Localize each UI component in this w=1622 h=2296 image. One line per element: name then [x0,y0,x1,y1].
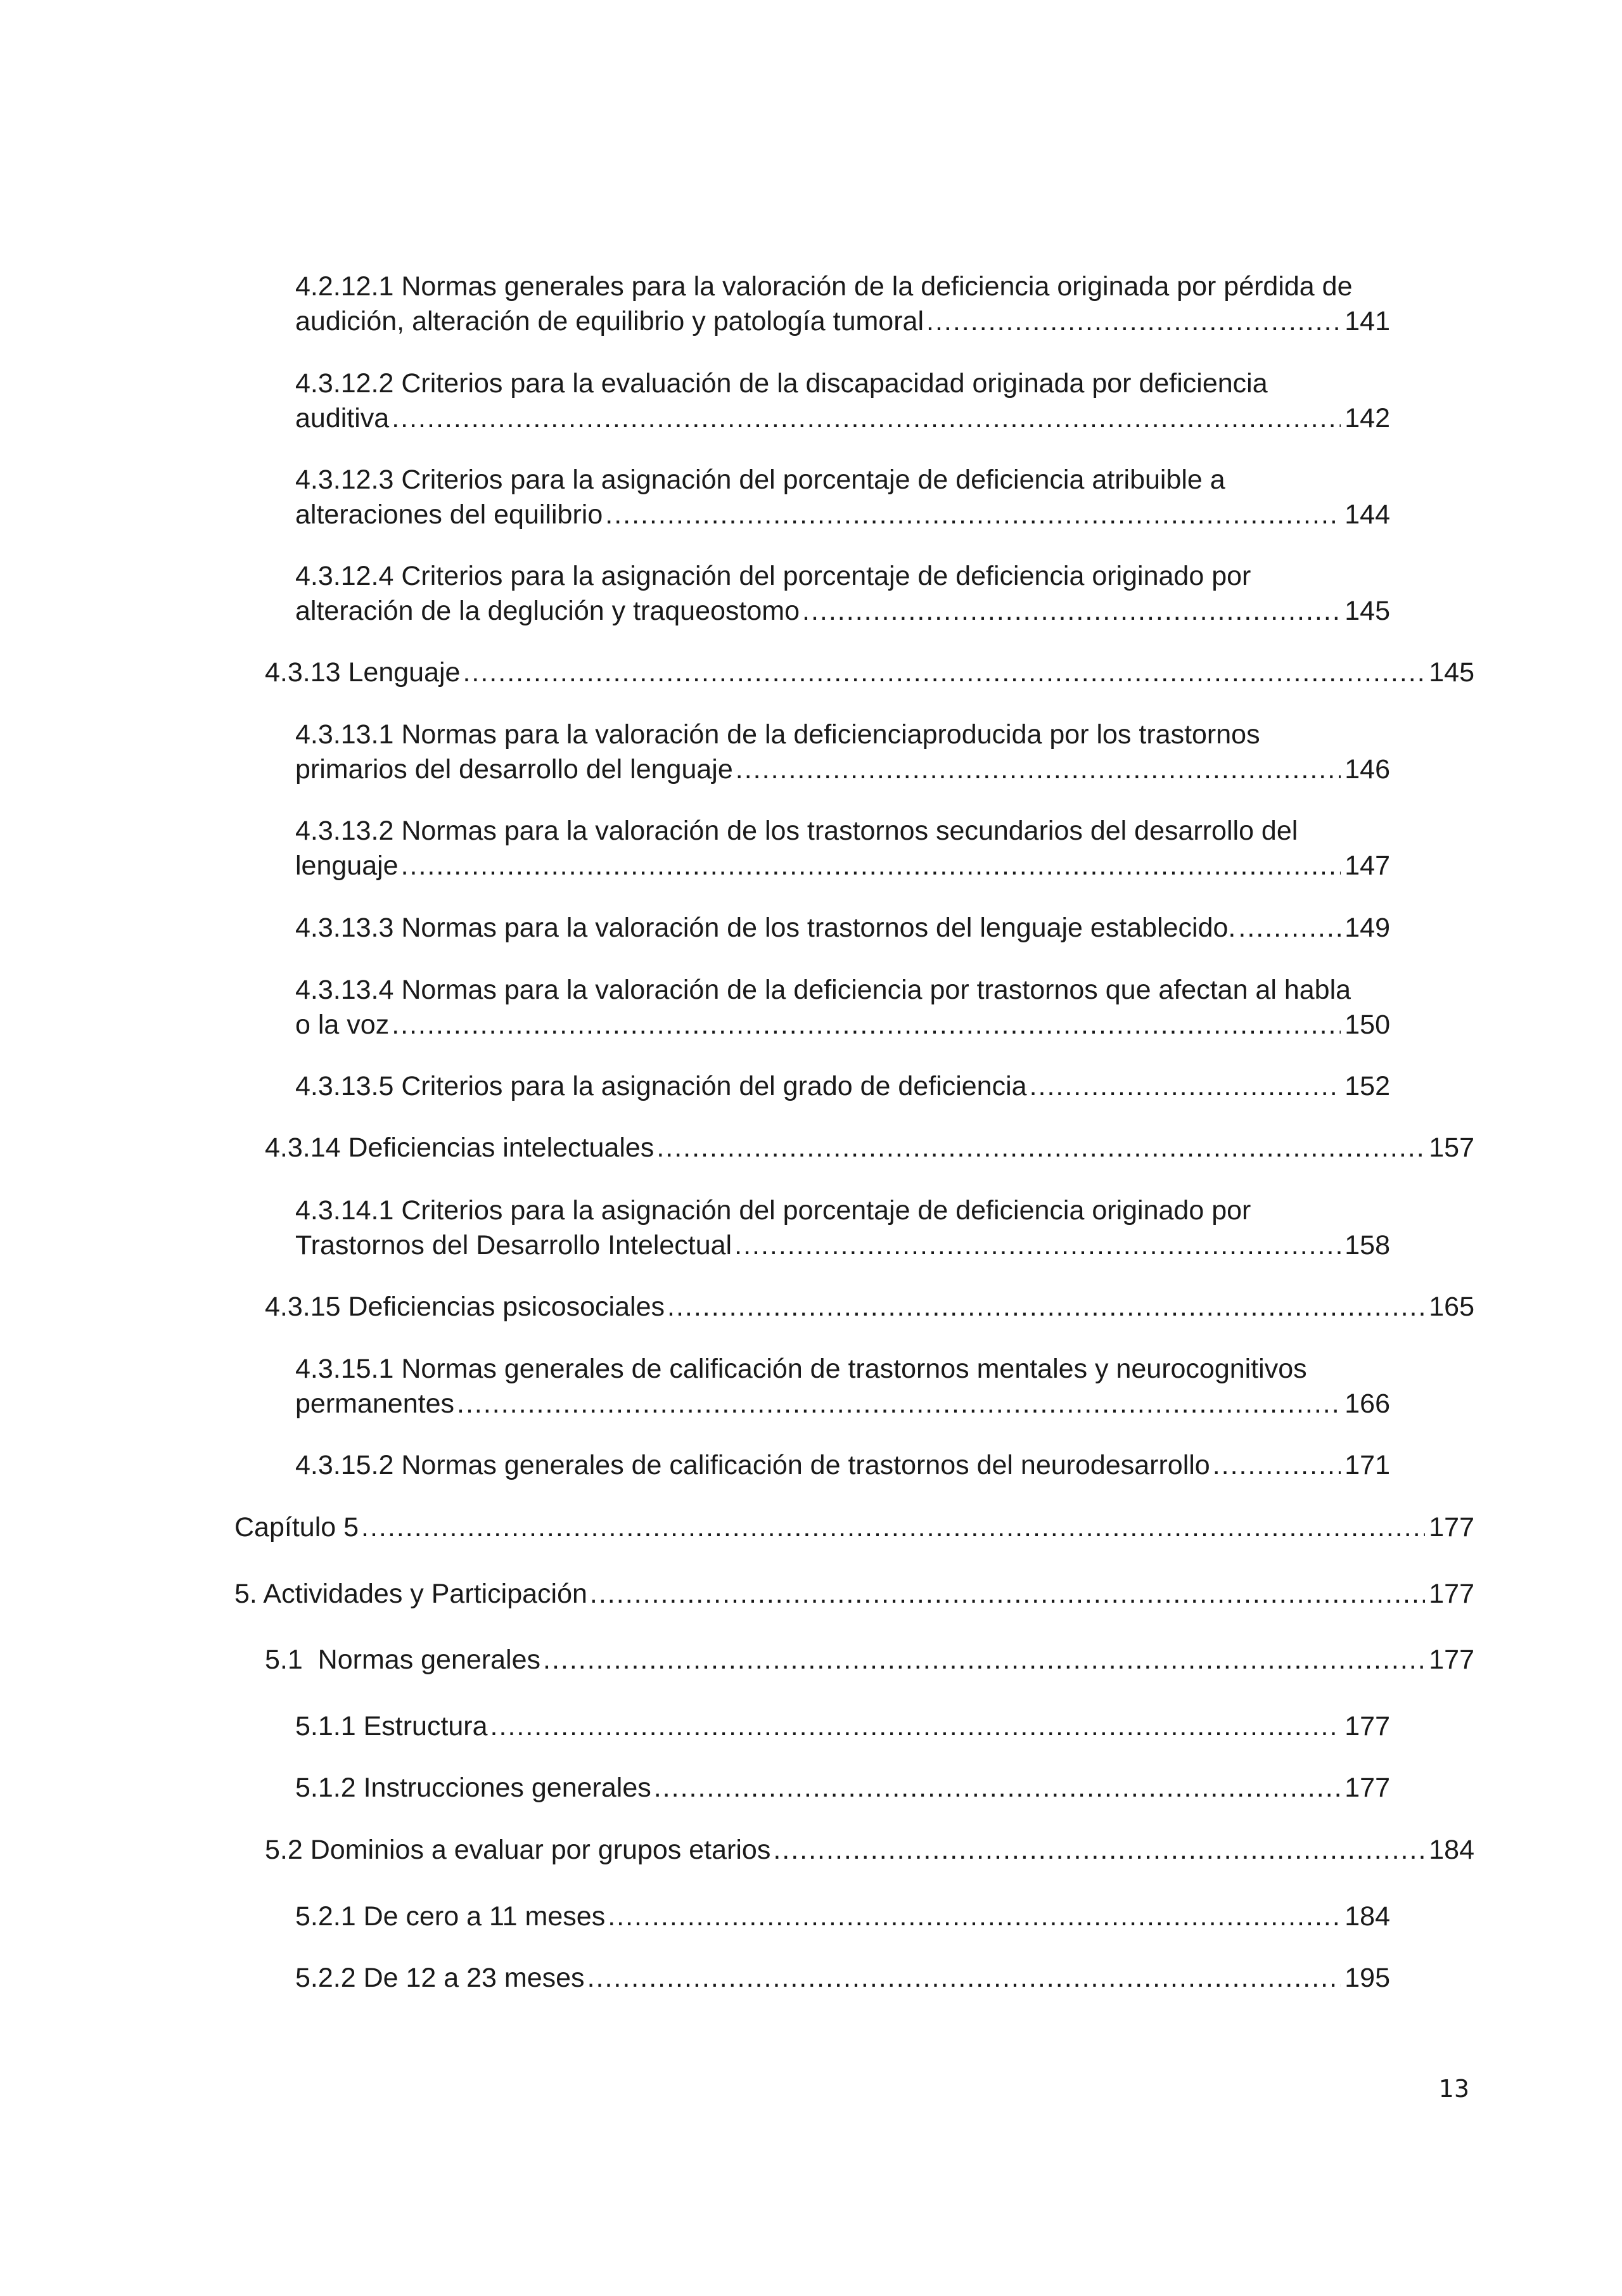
toc-entry[interactable] [295,1899,1390,1934]
toc-entry-title: 4.3.12.4 Criterios para la asignación del porcentaje de deficiencia originado por [295,561,1251,591]
dot-leader [457,1387,1341,1421]
dot-leader [802,594,1341,629]
toc-entry-title-cont: lenguaje [295,850,399,881]
dot-leader [361,1510,1425,1545]
toc-page-number: 149 [1344,913,1390,943]
toc-page-number: 142 [1344,403,1390,433]
toc-entry-title: 5.1 Normas generales [265,1645,540,1675]
toc-entry[interactable] [265,1833,1474,1868]
toc-page-number: 184 [1429,1835,1474,1865]
toc-entry[interactable] [234,1577,1474,1612]
toc-entry-title: 5.2 Dominios a evaluar por grupos etarios [265,1835,771,1865]
toc-entry-title-cont: auditiva [295,403,390,433]
toc-entry-title: 4.3.15.1 Normas generales de calificación de trastornos mentales y neurocognitivos [295,1354,1307,1384]
toc-page-number: 171 [1344,1450,1390,1480]
toc-page-number: 145 [1429,657,1474,688]
toc-page-number: 146 [1344,754,1390,785]
dot-leader [926,304,1341,339]
toc-entry-title: 5.1.2 Instrucciones generales [295,1773,651,1803]
toc-entry-title: 4.3.14 Deficiencias intelectuales [265,1132,655,1163]
dot-leader [656,1131,1425,1165]
toc-entry-title: 5.1.1 Estructura [295,1711,488,1741]
toc-entry-title: 4.3.13.5 Criterios para la asignación del grado de deficiencia [295,1071,1027,1101]
dot-leader [605,497,1341,532]
toc-entry-title: 4.3.12.3 Criterios para la asignación del porcentaje de deficiencia atribuible a [295,465,1225,495]
toc-entry[interactable] [295,1448,1390,1483]
dot-leader [490,1709,1341,1744]
dot-leader [1030,1069,1341,1104]
toc-entry-title: 4.3.13 Lenguaje [265,657,461,688]
toc-page-number: 177 [1429,1579,1474,1609]
toc-page-number: 150 [1344,1010,1390,1040]
toc-entry[interactable] [265,1643,1474,1677]
dot-leader [736,752,1341,787]
toc-page-number: 177 [1429,1645,1474,1675]
toc-entry[interactable] [295,1193,1390,1263]
dot-leader [590,1577,1425,1612]
toc-entry[interactable] [295,911,1390,946]
toc-entry-title-cont: alteración de la deglución y traqueostomo [295,596,800,626]
toc-page-number: 177 [1344,1711,1390,1741]
toc-entry[interactable] [295,1961,1390,1996]
toc-entry[interactable] [295,814,1390,883]
dot-leader [392,401,1341,436]
dot-leader [463,655,1425,690]
toc-entry[interactable] [234,1510,1474,1545]
toc-page-number: 141 [1344,306,1390,337]
toc-entry[interactable] [295,559,1390,629]
toc-entry-title: 4.3.15.2 Normas generales de calificación de trastornos del neurodesarrollo [295,1450,1210,1480]
toc-entry-title: 5. Actividades y Participación [234,1579,587,1609]
toc-page-number: 145 [1344,596,1390,626]
dot-leader [608,1899,1341,1934]
toc-entry[interactable] [265,1290,1474,1324]
toc-entry-title: 5.2.1 De cero a 11 meses [295,1901,606,1932]
toc-entry-title: 4.3.12.2 Criterios para la evaluación de la discapacidad originada por deficiencia [295,368,1268,399]
toc-entry-title: 4.2.12.1 Normas generales para la valoración de la deficiencia originada por pérdida de [295,271,1353,302]
toc-page-number: 157 [1429,1132,1474,1163]
toc-entry-title-cont: primarios del desarrollo del lenguaje [295,754,733,785]
toc-entry[interactable] [295,1069,1390,1104]
dot-leader [667,1290,1425,1324]
toc-entry[interactable] [265,655,1474,690]
toc-entry[interactable] [295,366,1390,436]
toc-page-number: 177 [1429,1512,1474,1542]
toc-entry-title: 4.3.14.1 Criterios para la asignación del porcentaje de deficiencia originado por [295,1195,1251,1226]
toc-entry-title: 4.3.15 Deficiencias psicosociales [265,1292,665,1322]
toc-entry[interactable] [295,463,1390,532]
toc-entry-title: Capítulo 5 [234,1512,359,1542]
toc-entry[interactable] [295,1771,1390,1805]
toc-page-number: 166 [1344,1389,1390,1419]
dot-leader [734,1228,1341,1263]
toc-entry-title: 4.3.13.2 Normas para la valoración de los trastornos secundarios del desarrollo del [295,816,1298,846]
toc-entry-title-cont: audición, alteración de equilibrio y patología tumoral [295,306,924,337]
toc-entry-title-cont: permanentes [295,1389,454,1419]
toc-entry-title-cont: alteraciones del equilibrio [295,499,603,530]
toc-entry[interactable] [295,717,1390,787]
dot-leader [1238,911,1341,946]
toc-entry-title-cont: Trastornos del Desarrollo Intelectual [295,1230,732,1260]
toc-page-number: 165 [1429,1292,1474,1322]
toc-page-number: 158 [1344,1230,1390,1260]
dot-leader [587,1961,1341,1996]
dot-leader [392,1008,1341,1042]
toc-entry[interactable] [295,1709,1390,1744]
toc-page-number: 195 [1344,1963,1390,1993]
toc-entry-title-cont: o la voz [295,1010,390,1040]
toc-page-number: 177 [1344,1773,1390,1803]
toc-page-number: 184 [1344,1901,1390,1932]
dot-leader [654,1771,1341,1805]
toc-entry[interactable] [295,269,1390,339]
page-number: 13 [1438,2075,1469,2103]
toc-entry[interactable] [295,1352,1390,1421]
toc-page-number: 152 [1344,1071,1390,1101]
dot-leader [543,1643,1425,1677]
toc-entry-title: 4.3.13.1 Normas para la valoración de la deficienciaproducida por los trastornos [295,719,1260,750]
dot-leader [773,1833,1425,1868]
toc-entry-title: 4.3.13.4 Normas para la valoración de la deficiencia por trastornos que afectan al habla [295,975,1351,1005]
toc-entry-title: 5.2.2 De 12 a 23 meses [295,1963,585,1993]
dot-leader [401,849,1341,883]
toc-entry[interactable] [295,973,1390,1042]
toc-entry-title: 4.3.13.3 Normas para la valoración de los trastornos del lenguaje establecido. [295,913,1236,943]
toc-page-number: 147 [1344,850,1390,881]
toc-page-number: 144 [1344,499,1390,530]
dot-leader [1213,1448,1341,1483]
toc-entry[interactable] [265,1131,1474,1165]
